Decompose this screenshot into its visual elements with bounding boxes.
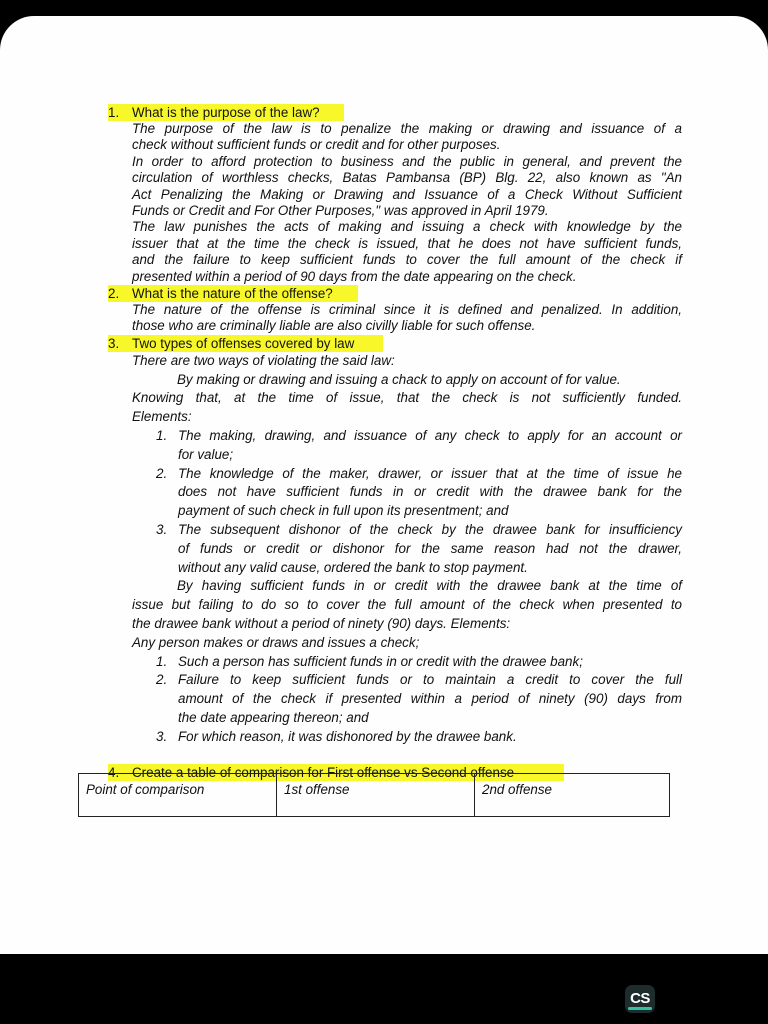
item-number: 3.	[156, 522, 168, 538]
question-number: 3.	[108, 335, 120, 351]
question-text: Two types of offenses covered by law	[132, 335, 355, 351]
item-number: 1.	[156, 653, 168, 669]
item-number: 2.	[156, 672, 168, 688]
answer-1	[108, 121, 682, 285]
item-line: Such a person has sufficient funds in or credit with the drawee bank;	[178, 653, 583, 669]
answer-intro: There are two ways of violating the said law:	[132, 352, 395, 368]
item-line: the date appearing thereon; and	[178, 710, 369, 726]
answer-line: Funds or Credit and For Other Purposes," was approved in April 1979.	[132, 203, 549, 219]
question-text: What is the nature of the offense?	[132, 286, 333, 302]
camscanner-logo-icon: CS	[625, 985, 655, 1013]
list-item	[132, 465, 682, 521]
answer-line: issuer that at the time the check is issued, that he does not have sufficient funds,	[132, 235, 682, 251]
question-1	[108, 104, 344, 121]
list-item	[132, 521, 682, 577]
question-number: 2.	[108, 286, 120, 302]
answer-line: The law punishes the acts of making and issuing a check with knowledge by the	[132, 219, 682, 235]
answer-line: circulation of worthless checks, Batas Pambansa (BP) Blg. 22, also known as "An	[132, 170, 682, 186]
way-2-line: issue but failing to do so to cover the full amount of the check when presented to	[132, 597, 682, 613]
table-header-row	[79, 774, 670, 817]
item-line: for value;	[178, 446, 234, 462]
item-line: does not have sufficient funds in or credit with the drawee bank for the	[178, 484, 682, 500]
item-number: 3.	[156, 728, 168, 744]
way-2-line: By having sufficient funds in or credit with the drawee bank at the time of	[177, 578, 682, 594]
item-line: amount of the check if presented within a period of ninety (90) days from	[178, 691, 682, 707]
way-1-line: Knowing that, at the time of issue, that the check is not sufficiently funded.	[132, 390, 682, 406]
item-line: of funds or credit or dishonor for the same reason had not the drawer,	[178, 540, 682, 556]
answer-line: The nature of the offense is criminal since it is defined and penalized. In addition,	[132, 302, 682, 318]
answer-line: and the failure to keep sufficient funds to cover the full amount of the check if	[132, 252, 682, 268]
document-page	[0, 16, 768, 954]
item-line: The subsequent dishonor of the check by the drawee bank for insufficiency	[178, 522, 682, 538]
answer-line: presented within a period of 90 days from the date appearing on the check.	[132, 268, 577, 284]
table-header-cell: 2nd offense	[475, 774, 670, 817]
table-header-cell: Point of comparison	[79, 774, 277, 817]
item-line: The making, drawing, and issuance of any check to apply for an account or	[178, 428, 682, 444]
item-line: Failure to keep sufficient funds or to maintain a credit to cover the full	[178, 672, 682, 688]
elements-list-2	[132, 653, 682, 747]
answer-line: The purpose of the law is to penalize the making or drawing and issuance of a	[132, 121, 682, 136]
answer-3	[132, 352, 682, 747]
answer-line: In order to afford protection to business and the public in general, and prevent the	[132, 153, 682, 169]
answer-line: those who are criminally liable are also civilly liable for such offense.	[132, 318, 536, 334]
way-2-line: the drawee bank without a period of ninety (90) days. Elements:	[132, 616, 511, 632]
question-3	[108, 335, 383, 352]
item-line: For which reason, it was dishonored by the drawee bank.	[178, 728, 517, 744]
answer-line: check without sufficient funds or credit and for other purposes.	[132, 137, 501, 153]
question-number: 4.	[108, 764, 120, 780]
question-2	[108, 285, 358, 302]
list-item	[132, 427, 682, 465]
item-number: 1.	[156, 428, 168, 444]
comparison-table	[78, 773, 670, 817]
document-content	[108, 104, 682, 781]
answer-line: Act Penalizing the Making or Drawing and Issuance of a Check Without Sufficient	[132, 186, 682, 202]
list-item	[132, 728, 682, 747]
question-number: 1.	[108, 105, 120, 120]
elements-label: Elements:	[132, 409, 192, 425]
item-line: without any valid cause, ordered the bank to stop payment.	[178, 559, 528, 575]
question-text: What is the purpose of the law?	[132, 105, 320, 120]
way-1-line: By making or drawing and issuing a chack to apply on account of for value.	[177, 371, 621, 387]
item-line: payment of such check in full upon its presentment; and	[178, 503, 509, 519]
item-number: 2.	[156, 465, 168, 481]
answer-2	[108, 302, 682, 335]
question-text: Create a table of comparison for First offense vs Second offense	[132, 764, 515, 780]
elements-list-1	[132, 427, 682, 577]
list-item	[132, 671, 682, 727]
item-line: The knowledge of the maker, drawer, or issuer that at the time of issue he	[178, 465, 682, 481]
any-person-line: Any person makes or draws and issues a check;	[132, 634, 420, 650]
list-item	[132, 653, 682, 672]
table-header-cell: 1st offense	[277, 774, 475, 817]
